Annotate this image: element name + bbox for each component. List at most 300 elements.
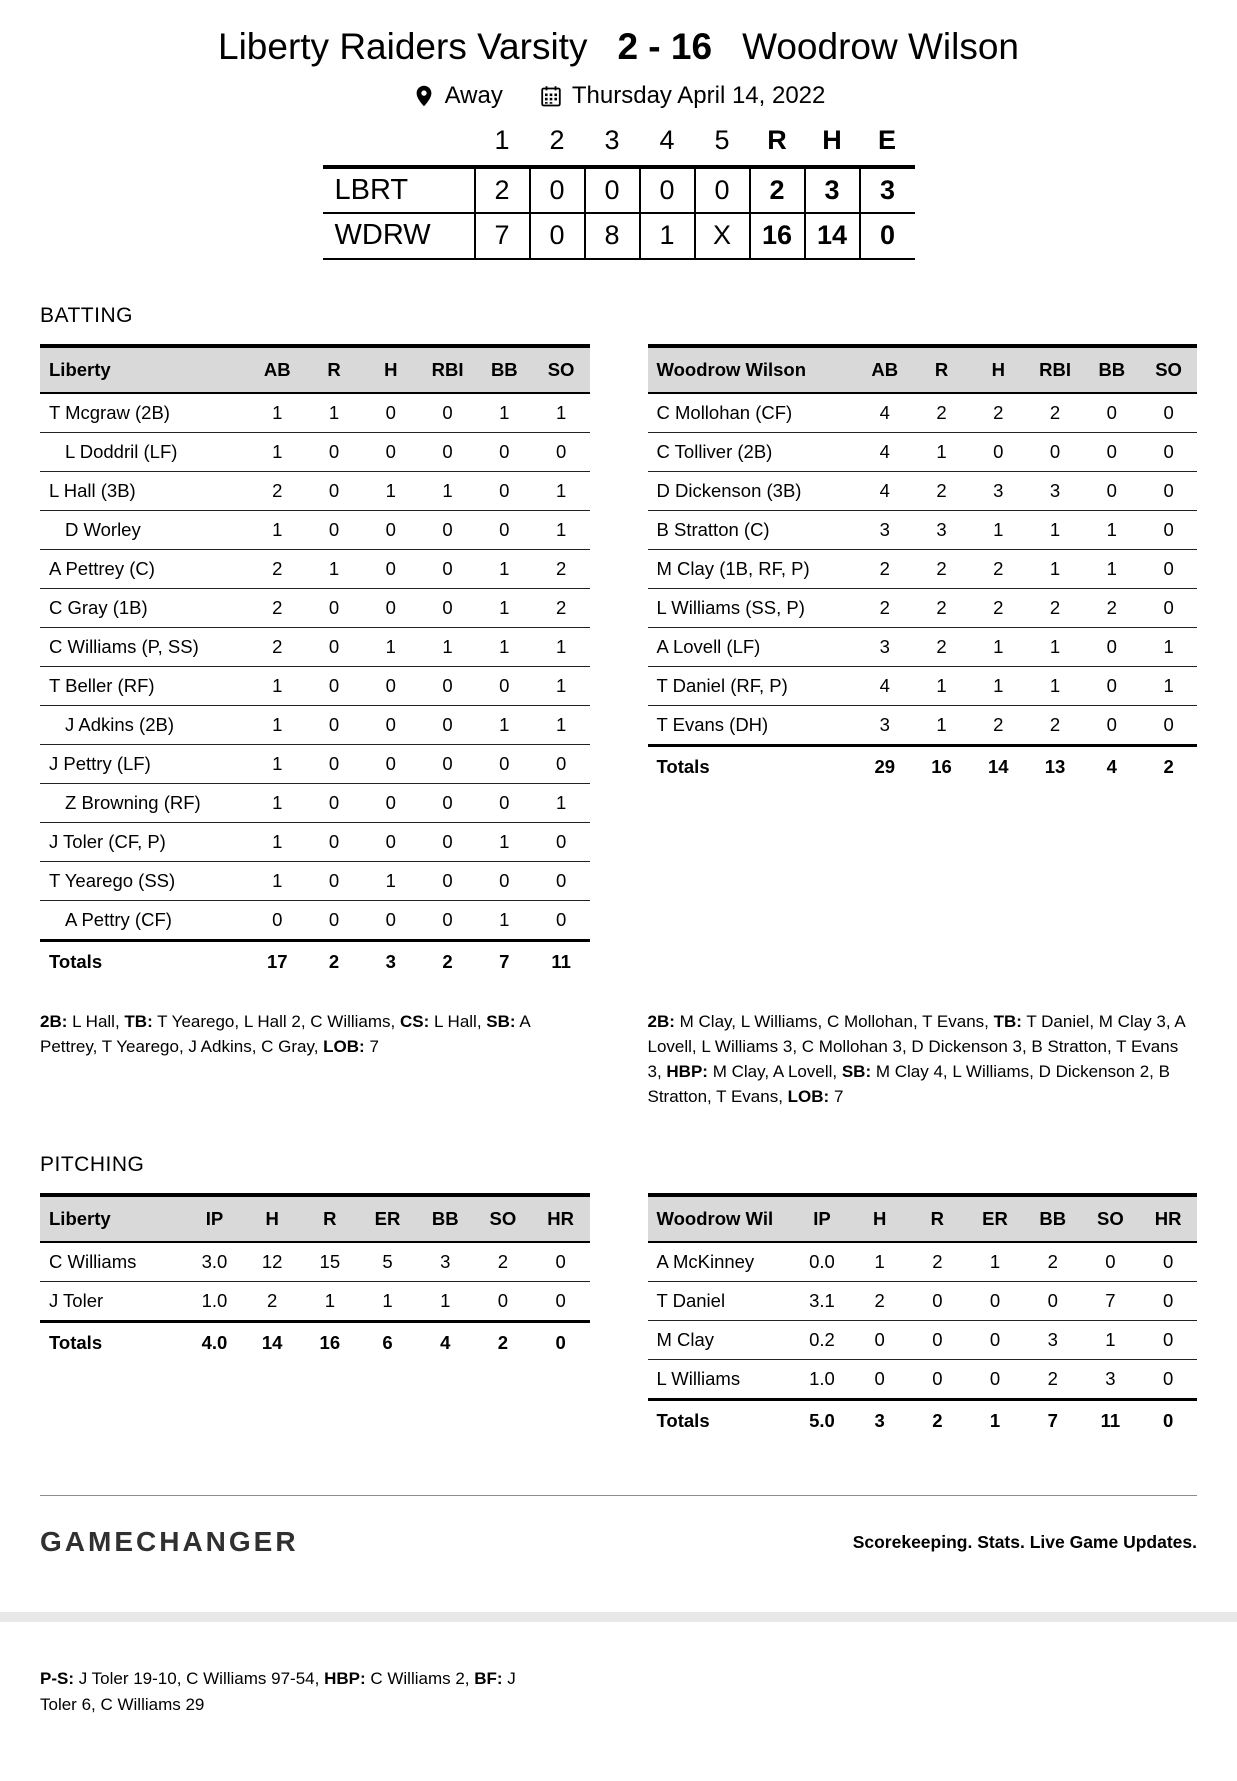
- stat-cell: 1: [970, 510, 1027, 549]
- totals-row: [40, 940, 590, 982]
- inning-header: 3: [585, 123, 640, 167]
- stat-cell: 0: [1140, 432, 1197, 471]
- stat-cell: 1: [249, 705, 306, 744]
- stat-cell: 3: [1024, 1321, 1082, 1360]
- col-header: HR: [532, 1195, 590, 1242]
- stat-cell: 2: [243, 1282, 301, 1322]
- line-score-header-row: [323, 123, 915, 167]
- line-score-home-row: [323, 213, 915, 259]
- note-segment: P-S: J Toler 19-10, C Williams 97-54,: [40, 1669, 325, 1689]
- stat-cell: 1: [249, 744, 306, 783]
- stat-cell: 1: [1082, 1321, 1140, 1360]
- note-segment: BF: J Toler 6, C Williams 29: [40, 1669, 516, 1714]
- stat-cell: 1: [306, 549, 363, 588]
- stat-cell: 2: [1083, 588, 1140, 627]
- player-name-cell: J Toler: [40, 1282, 186, 1322]
- stat-cell: 1: [533, 510, 590, 549]
- team-column-header: Woodrow Wil: [648, 1195, 794, 1242]
- stat-cell: 1: [249, 510, 306, 549]
- stat-cell: 0: [1139, 1360, 1197, 1400]
- away-team-name: Liberty Raiders Varsity: [218, 26, 588, 67]
- total-stat-cell: 11: [1082, 1400, 1140, 1442]
- total-stat-cell: 6: [359, 1322, 417, 1364]
- total-stat-cell: 3: [851, 1400, 909, 1442]
- stat-cell: 1.0: [793, 1360, 851, 1400]
- batting-player-row: [648, 471, 1198, 510]
- stat-cell: 2: [913, 627, 970, 666]
- stat-cell: 1: [533, 471, 590, 510]
- stat-cell: 0: [306, 666, 363, 705]
- totals-row: [40, 1322, 590, 1364]
- stat-cell: 2: [970, 549, 1027, 588]
- pitching-player-row: [40, 1282, 590, 1322]
- col-header: R: [913, 346, 970, 393]
- stat-cell: 0: [306, 900, 363, 940]
- stat-cell: 3: [1027, 471, 1084, 510]
- col-header: AB: [249, 346, 306, 393]
- player-name-cell: T Mcgraw (2B): [40, 393, 249, 433]
- stat-cell: 1: [913, 666, 970, 705]
- batting-player-row: [648, 627, 1198, 666]
- inning-score: 0: [530, 167, 585, 213]
- inning-score: 0: [585, 167, 640, 213]
- stat-cell: 2: [913, 471, 970, 510]
- line-score-table: [323, 123, 915, 260]
- stat-cell: 1: [533, 705, 590, 744]
- total-stat-cell: 5.0: [793, 1400, 851, 1442]
- stat-cell: 1: [970, 627, 1027, 666]
- stat-cell: 1: [362, 861, 419, 900]
- totals-label: Totals: [40, 1322, 186, 1364]
- batting-player-row: [40, 861, 590, 900]
- stat-cell: 1: [1027, 627, 1084, 666]
- note-segment: TB: T Yearego, L Hall 2, C Williams,: [124, 1011, 400, 1031]
- stat-cell: 0: [1083, 666, 1140, 705]
- stat-cell: 1: [362, 471, 419, 510]
- stat-cell: 2: [913, 393, 970, 433]
- total-stat-cell: 2: [1140, 745, 1197, 787]
- stat-cell: 1: [476, 393, 533, 433]
- team-column-header: Woodrow Wilson: [648, 346, 857, 393]
- stat-cell: 1: [476, 900, 533, 940]
- player-name-cell: A Pettry (CF): [40, 900, 249, 940]
- stat-cell: 1: [1027, 666, 1084, 705]
- stat-cell: 12: [243, 1242, 301, 1282]
- game-meta: [40, 82, 1197, 110]
- stat-cell: 1: [533, 393, 590, 433]
- col-header: SO: [1140, 346, 1197, 393]
- stat-cell: 1: [1083, 510, 1140, 549]
- stat-cell: 1: [1027, 510, 1084, 549]
- batting-player-row: [648, 510, 1198, 549]
- stat-cell: 4: [856, 432, 913, 471]
- col-header: H: [970, 346, 1027, 393]
- stat-cell: 0: [419, 744, 476, 783]
- player-name-cell: C Williams: [40, 1242, 186, 1282]
- note-segment: 2B: M Clay, L Williams, C Mollohan, T Evans,: [647, 1011, 994, 1031]
- calendar-icon: [539, 84, 563, 108]
- stat-cell: 0: [476, 432, 533, 471]
- stat-cell: 0: [476, 666, 533, 705]
- batting-player-row: [40, 705, 590, 744]
- total-stat-cell: 0: [1139, 1400, 1197, 1442]
- total-stat-cell: 13: [1027, 745, 1084, 787]
- stat-cell: 0: [419, 861, 476, 900]
- col-header: SO: [1082, 1195, 1140, 1242]
- stat-cell: 3: [970, 471, 1027, 510]
- stat-cell: 4: [856, 666, 913, 705]
- player-name-cell: A McKinney: [648, 1242, 794, 1282]
- runs-header: R: [750, 123, 805, 167]
- stat-cell: 1: [249, 393, 306, 433]
- stat-cell: 1: [301, 1282, 359, 1322]
- stat-cell: 2: [474, 1242, 532, 1282]
- stat-cell: 5: [359, 1242, 417, 1282]
- col-header: RBI: [1027, 346, 1084, 393]
- col-header: AB: [856, 346, 913, 393]
- stat-cell: 1: [533, 783, 590, 822]
- table-header-row: [648, 346, 1198, 393]
- player-name-cell: T Daniel: [648, 1282, 794, 1321]
- pitching-player-row: [648, 1321, 1198, 1360]
- total-stat-cell: 29: [856, 745, 913, 787]
- stat-cell: 2: [1024, 1360, 1082, 1400]
- stat-cell: 0: [1139, 1321, 1197, 1360]
- stat-cell: 0: [419, 432, 476, 471]
- stat-cell: 0: [306, 744, 363, 783]
- stat-cell: 2: [856, 549, 913, 588]
- stat-cell: 0: [306, 627, 363, 666]
- stat-cell: 7: [1082, 1282, 1140, 1321]
- player-name-cell: A Pettrey (C): [40, 549, 249, 588]
- stat-cell: 0: [306, 822, 363, 861]
- player-name-cell: D Dickenson (3B): [648, 471, 857, 510]
- batting-player-row: [648, 666, 1198, 705]
- inning-score: 8: [585, 213, 640, 259]
- batting-section-label: BATTING: [40, 303, 133, 327]
- line-score-corner: [323, 123, 475, 167]
- batting-player-row: [40, 393, 590, 433]
- footer-tagline: Scorekeeping. Stats. Live Game Updates.: [852, 1531, 1197, 1552]
- stat-cell: 2: [1027, 588, 1084, 627]
- game-pitching-note: [40, 1666, 545, 1717]
- stat-cell: 0.0: [793, 1242, 851, 1282]
- total-stat-cell: 2: [474, 1322, 532, 1364]
- note-segment: SB: M Clay 4, L Williams, D Dickenson 2, B Stratton, T Evans,: [647, 1061, 1170, 1106]
- stat-cell: 1: [419, 471, 476, 510]
- footer: [0, 1526, 1237, 1558]
- stat-cell: 0: [419, 666, 476, 705]
- stat-cell: 0: [306, 783, 363, 822]
- total-stat-cell: 11: [533, 940, 590, 982]
- stat-cell: 0: [476, 783, 533, 822]
- stat-cell: 1: [1140, 627, 1197, 666]
- stat-cell: 1: [1027, 549, 1084, 588]
- totals-row: [648, 1400, 1198, 1442]
- stat-cell: 0: [1140, 588, 1197, 627]
- stat-cell: 0: [249, 900, 306, 940]
- pitching-tables: [40, 1193, 1197, 1441]
- player-name-cell: L Williams: [648, 1360, 794, 1400]
- stat-cell: 1: [362, 627, 419, 666]
- stat-cell: 0: [1140, 510, 1197, 549]
- col-header: IP: [186, 1195, 244, 1242]
- note-segment: 2B: L Hall,: [40, 1011, 125, 1031]
- inning-score: 7: [475, 213, 530, 259]
- batting-player-row: [648, 588, 1198, 627]
- stat-cell: 0: [362, 588, 419, 627]
- stat-cell: 0: [532, 1242, 590, 1282]
- stat-cell: 0: [419, 900, 476, 940]
- stat-cell: 2: [851, 1282, 909, 1321]
- player-name-cell: C Mollohan (CF): [648, 393, 857, 433]
- col-header: IP: [793, 1195, 851, 1242]
- stat-cell: 0: [362, 432, 419, 471]
- inning-header: 2: [530, 123, 585, 167]
- col-header: H: [851, 1195, 909, 1242]
- stat-cell: 2: [1024, 1242, 1082, 1282]
- stat-cell: 3: [856, 510, 913, 549]
- col-header: R: [306, 346, 363, 393]
- stat-cell: 0: [533, 744, 590, 783]
- team-abbr: WDRW: [323, 213, 475, 259]
- stat-cell: 0: [362, 822, 419, 861]
- stat-cell: 0: [362, 783, 419, 822]
- stat-cell: 2: [970, 393, 1027, 433]
- note-segment: SB: A Pettrey, T Yearego, J Adkins, C Gray,: [40, 1011, 530, 1056]
- stat-cell: 1: [416, 1282, 474, 1322]
- stat-cell: 0: [1082, 1242, 1140, 1282]
- stat-cell: 1: [419, 627, 476, 666]
- stat-cell: 0: [1140, 549, 1197, 588]
- stat-cell: 3.1: [793, 1282, 851, 1321]
- total-stat-cell: 4: [416, 1322, 474, 1364]
- hits-total: 14: [805, 213, 860, 259]
- pitching-player-row: [648, 1282, 1198, 1321]
- stat-cell: 1: [476, 705, 533, 744]
- stat-cell: 3: [856, 627, 913, 666]
- batting-player-row: [648, 432, 1198, 471]
- stat-cell: 2: [249, 549, 306, 588]
- hits-total: 3: [805, 167, 860, 213]
- stat-cell: 1: [249, 783, 306, 822]
- stat-cell: 0: [966, 1282, 1024, 1321]
- player-name-cell: M Clay: [648, 1321, 794, 1360]
- stat-cell: 3: [913, 510, 970, 549]
- inning-score: 1: [640, 213, 695, 259]
- player-name-cell: C Gray (1B): [40, 588, 249, 627]
- liberty-pitching-table: [40, 1193, 590, 1363]
- page-break-band: [0, 1612, 1237, 1622]
- team-abbr: LBRT: [323, 167, 475, 213]
- stat-cell: 1: [913, 705, 970, 745]
- note-segment: LOB: 7: [787, 1086, 844, 1106]
- total-stat-cell: 16: [301, 1322, 359, 1364]
- batting-tables: [40, 344, 1197, 982]
- stat-cell: 0: [533, 432, 590, 471]
- inning-score: 0: [640, 167, 695, 213]
- batting-player-row: [40, 900, 590, 940]
- total-stat-cell: 17: [249, 940, 306, 982]
- hits-header: H: [805, 123, 860, 167]
- stat-cell: 0: [476, 861, 533, 900]
- stat-cell: 1: [476, 822, 533, 861]
- stat-cell: 0: [476, 510, 533, 549]
- stat-cell: 0: [476, 471, 533, 510]
- total-stat-cell: 2: [909, 1400, 967, 1442]
- player-name-cell: T Beller (RF): [40, 666, 249, 705]
- table-header-row: [40, 346, 590, 393]
- stat-cell: 1: [249, 822, 306, 861]
- stat-cell: 0: [851, 1360, 909, 1400]
- stat-cell: 4: [856, 471, 913, 510]
- runs-total: 16: [750, 213, 805, 259]
- table-header-row: [40, 1195, 590, 1242]
- total-stat-cell: 2: [419, 940, 476, 982]
- stat-cell: 1: [1083, 549, 1140, 588]
- note-segment: HBP: C Williams 2,: [324, 1669, 475, 1689]
- note-segment: TB: T Daniel, M Clay 3, A Lovell, L Williams 3, C Mollohan 3, D Dickenson 3, B Stratton, T Evans 3,: [647, 1011, 1185, 1081]
- totals-label: Totals: [40, 940, 249, 982]
- total-stat-cell: 14: [243, 1322, 301, 1364]
- stat-cell: 0: [1027, 432, 1084, 471]
- stat-cell: 0: [419, 588, 476, 627]
- stat-cell: 0: [419, 705, 476, 744]
- stat-cell: 3: [416, 1242, 474, 1282]
- pitching-player-row: [40, 1242, 590, 1282]
- col-header: ER: [359, 1195, 417, 1242]
- col-header: HR: [1139, 1195, 1197, 1242]
- stat-cell: 0: [306, 432, 363, 471]
- stat-cell: 0: [1140, 393, 1197, 433]
- stat-cell: 2: [913, 588, 970, 627]
- stat-cell: 1: [533, 627, 590, 666]
- final-score: 2 - 16: [617, 26, 713, 67]
- player-name-cell: Z Browning (RF): [40, 783, 249, 822]
- stat-cell: 0: [533, 822, 590, 861]
- stat-cell: 2: [533, 588, 590, 627]
- col-header: RBI: [419, 346, 476, 393]
- stat-cell: 0: [306, 588, 363, 627]
- col-header: SO: [533, 346, 590, 393]
- team-column-header: Liberty: [40, 346, 249, 393]
- stat-cell: 1: [249, 666, 306, 705]
- stat-cell: 0: [1083, 705, 1140, 745]
- inning-score: X: [695, 213, 750, 259]
- stat-cell: 0: [419, 510, 476, 549]
- stat-cell: 4: [856, 393, 913, 433]
- stat-cell: 1: [249, 432, 306, 471]
- stat-cell: 0: [533, 861, 590, 900]
- stat-cell: 0: [419, 549, 476, 588]
- total-stat-cell: 7: [476, 940, 533, 982]
- col-header: H: [243, 1195, 301, 1242]
- player-name-cell: T Yearego (SS): [40, 861, 249, 900]
- stat-cell: 0: [966, 1360, 1024, 1400]
- batting-player-row: [648, 549, 1198, 588]
- stat-cell: 2: [1027, 393, 1084, 433]
- location-meta: [412, 82, 503, 110]
- stat-cell: 0: [1083, 432, 1140, 471]
- errors-total: 0: [860, 213, 915, 259]
- stat-cell: 3: [856, 705, 913, 745]
- stat-cell: 1: [533, 666, 590, 705]
- total-stat-cell: 7: [1024, 1400, 1082, 1442]
- note-segment: LOB: 7: [323, 1036, 379, 1056]
- stat-cell: 2: [970, 588, 1027, 627]
- stat-cell: 0: [909, 1321, 967, 1360]
- runs-total: 2: [750, 167, 805, 213]
- player-name-cell: J Pettry (LF): [40, 744, 249, 783]
- col-header: SO: [474, 1195, 532, 1242]
- woodrow-batting-note: [648, 1010, 1198, 1110]
- stat-cell: 2: [856, 588, 913, 627]
- stat-cell: 0: [909, 1282, 967, 1321]
- stat-cell: 0: [533, 900, 590, 940]
- matchup-title: [40, 0, 1197, 69]
- batting-player-row: [648, 393, 1198, 433]
- stat-cell: 0: [909, 1360, 967, 1400]
- inning-score: 0: [695, 167, 750, 213]
- stat-cell: 0: [966, 1321, 1024, 1360]
- stat-cell: 0: [1024, 1282, 1082, 1321]
- stat-cell: 0: [362, 666, 419, 705]
- stat-cell: 0: [419, 393, 476, 433]
- player-name-cell: L Hall (3B): [40, 471, 249, 510]
- batting-player-row: [648, 705, 1198, 745]
- col-header: BB: [416, 1195, 474, 1242]
- stat-cell: 1: [1140, 666, 1197, 705]
- date-meta: [539, 82, 826, 110]
- stat-cell: 1: [306, 393, 363, 433]
- player-name-cell: B Stratton (C): [648, 510, 857, 549]
- batting-player-row: [40, 627, 590, 666]
- stat-cell: 1: [476, 627, 533, 666]
- col-header: H: [362, 346, 419, 393]
- stat-cell: 2: [249, 627, 306, 666]
- stat-cell: 1: [249, 861, 306, 900]
- player-name-cell: C Tolliver (2B): [648, 432, 857, 471]
- stat-cell: 0: [362, 705, 419, 744]
- stat-cell: 0: [306, 510, 363, 549]
- stat-cell: 0: [362, 510, 419, 549]
- stat-cell: 0: [1139, 1242, 1197, 1282]
- batting-player-row: [40, 666, 590, 705]
- pitching-section-label: PITCHING: [40, 1153, 145, 1177]
- stat-cell: 3.0: [186, 1242, 244, 1282]
- date-label: Thursday April 14, 2022: [571, 81, 826, 109]
- batting-player-row: [40, 588, 590, 627]
- table-header-row: [648, 1195, 1198, 1242]
- stat-cell: 15: [301, 1242, 359, 1282]
- stat-cell: 1.0: [186, 1282, 244, 1322]
- stat-cell: 1: [476, 588, 533, 627]
- inning-score: 0: [530, 213, 585, 259]
- batting-player-row: [40, 744, 590, 783]
- stat-cell: 2: [249, 588, 306, 627]
- location-pin-icon: [412, 84, 436, 108]
- player-name-cell: M Clay (1B, RF, P): [648, 549, 857, 588]
- totals-row: [648, 745, 1198, 787]
- errors-total: 3: [860, 167, 915, 213]
- player-name-cell: J Toler (CF, P): [40, 822, 249, 861]
- liberty-batting-table: [40, 344, 590, 982]
- gamechanger-logo: GAMECHANGER: [40, 1526, 299, 1558]
- col-header: ER: [966, 1195, 1024, 1242]
- stat-cell: 0: [362, 744, 419, 783]
- batting-player-row: [40, 471, 590, 510]
- player-name-cell: D Worley: [40, 510, 249, 549]
